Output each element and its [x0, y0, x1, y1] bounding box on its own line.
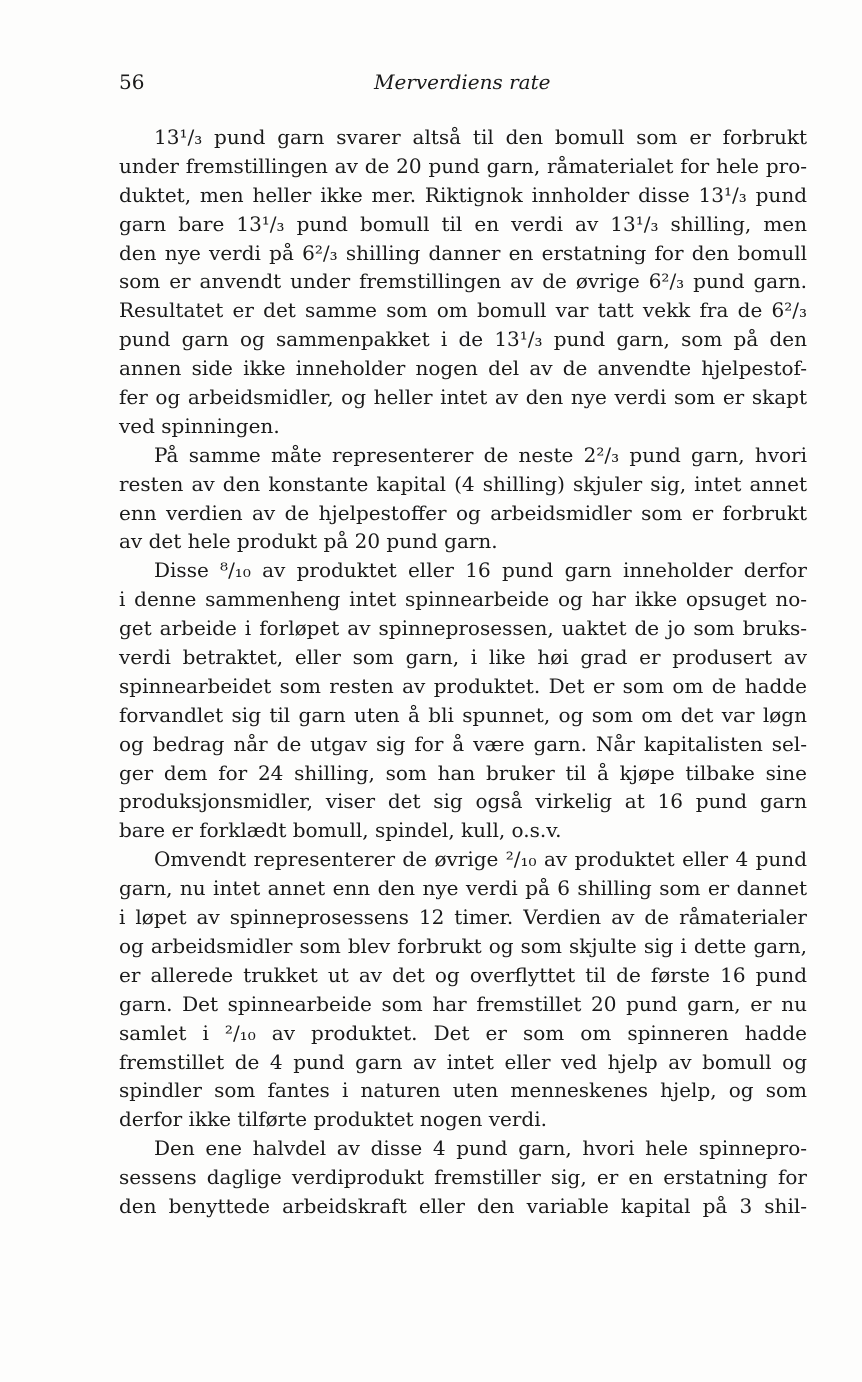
text-line: garn. Det spinnearbeide som har fremstillet 20 pund garn, er nu [119, 991, 807, 1016]
text-line: den benyttede arbeidskraft eller den variable kapital på 3 shil- [119, 1193, 807, 1218]
text-line: Disse ⁸/₁₀ av produktet eller 16 pund garn inneholder derfor [154, 558, 807, 583]
text-line: spindler som fantes i naturen uten menneskenes hjelp, og som [119, 1078, 807, 1103]
text-line: verdi betraktet, eller som garn, i like høi grad er produsert av [119, 645, 807, 670]
text-line: i denne sammenheng intet spinnearbeide og har ikke opsuget no- [119, 587, 807, 612]
text-line: som er anvendt under fremstillingen av de øvrige 6²/₃ pund garn. [119, 269, 807, 294]
text-line: den nye verdi på 6²/₃ shilling danner en erstatning for den bomull [119, 240, 807, 265]
body-text [119, 123, 807, 1221]
text-line: av det hele produkt på 20 pund garn. [119, 529, 498, 554]
text-line: annen side ikke inneholder nogen del av de anvendte hjelpestof- [119, 356, 807, 381]
text-line: ger dem for 24 shilling, som han bruker til å kjøpe tilbake sine [119, 760, 807, 785]
text-line: produksjonsmidler, viser det sig også virkelig at 16 pund garn [119, 789, 807, 814]
text-line: duktet, men heller ikke mer. Riktignok innholder disse 13¹/₃ pund [119, 182, 807, 207]
text-line: og arbeidsmidler som blev forbrukt og som skjulte sig i dette garn, [119, 933, 807, 958]
text-line: bare er forklædt bomull, spindel, kull, o.s.v. [119, 818, 562, 843]
text-line: under fremstillingen av de 20 pund garn, råmaterialet for hele pro- [119, 153, 807, 178]
text-line: På samme måte representerer de neste 2²/₃ pund garn, hvori [154, 442, 807, 467]
text-line: fer og arbeidsmidler, og heller intet av den nye verdi som er skapt [119, 385, 807, 410]
text-line: Omvendt representerer de øvrige ²/₁₀ av produktet eller 4 pund [154, 847, 807, 872]
text-line: og bedrag når de utgav sig for å være garn. Når kapitalisten sel- [119, 731, 807, 756]
text-line: 13¹/₃ pund garn svarer altså til den bomull som er forbrukt [154, 125, 807, 149]
text-line: Resultatet er det samme som om bomull var tatt vekk fra de 6²/₃ [119, 298, 807, 323]
text-line: fremstillet de 4 pund garn av intet eller ved hjelp av bomull og [119, 1049, 807, 1074]
page-number: 56 [119, 70, 145, 94]
text-line: resten av den konstante kapital (4 shilling) skjuler sig, intet annet [119, 471, 807, 496]
text-line: enn verdien av de hjelpestoffer og arbeidsmidler som er forbrukt [119, 500, 807, 525]
text-line: get arbeide i forløpet av spinneprosessen, uaktet de jo som bruks- [119, 616, 807, 641]
text-line: forvandlet sig til garn uten å bli spunnet, og som om det var løgn [119, 702, 807, 727]
text-line: samlet i ²/₁₀ av produktet. Det er som om spinneren hadde [119, 1020, 807, 1045]
page-header-title: Merverdiens rate [374, 70, 551, 94]
text-line: pund garn og sammenpakket i de 13¹/₃ pund garn, som på den [119, 327, 807, 352]
text-line: i løpet av spinneprosessens 12 timer. Verdien av de råmaterialer [119, 905, 807, 930]
text-line: garn bare 13¹/₃ pund bomull til en verdi av 13¹/₃ shilling, men [119, 211, 807, 236]
text-line: garn, nu intet annet enn den nye verdi på 6 shilling som er dannet [119, 876, 807, 901]
text-line: spinnearbeidet som resten av produktet. Det er som om de hadde [119, 673, 807, 698]
text-line: ved spinningen. [119, 413, 280, 438]
text-line: sessens daglige verdiprodukt fremstiller sig, er en erstatning for [119, 1165, 807, 1190]
running-head [119, 70, 807, 102]
text-line: Den ene halvdel av disse 4 pund garn, hvori hele spinnepro- [154, 1136, 807, 1161]
text-line: er allerede trukket ut av det og overflyttet til de første 16 pund [119, 962, 807, 987]
text-line: derfor ikke tilførte produktet nogen verdi. [119, 1107, 547, 1132]
